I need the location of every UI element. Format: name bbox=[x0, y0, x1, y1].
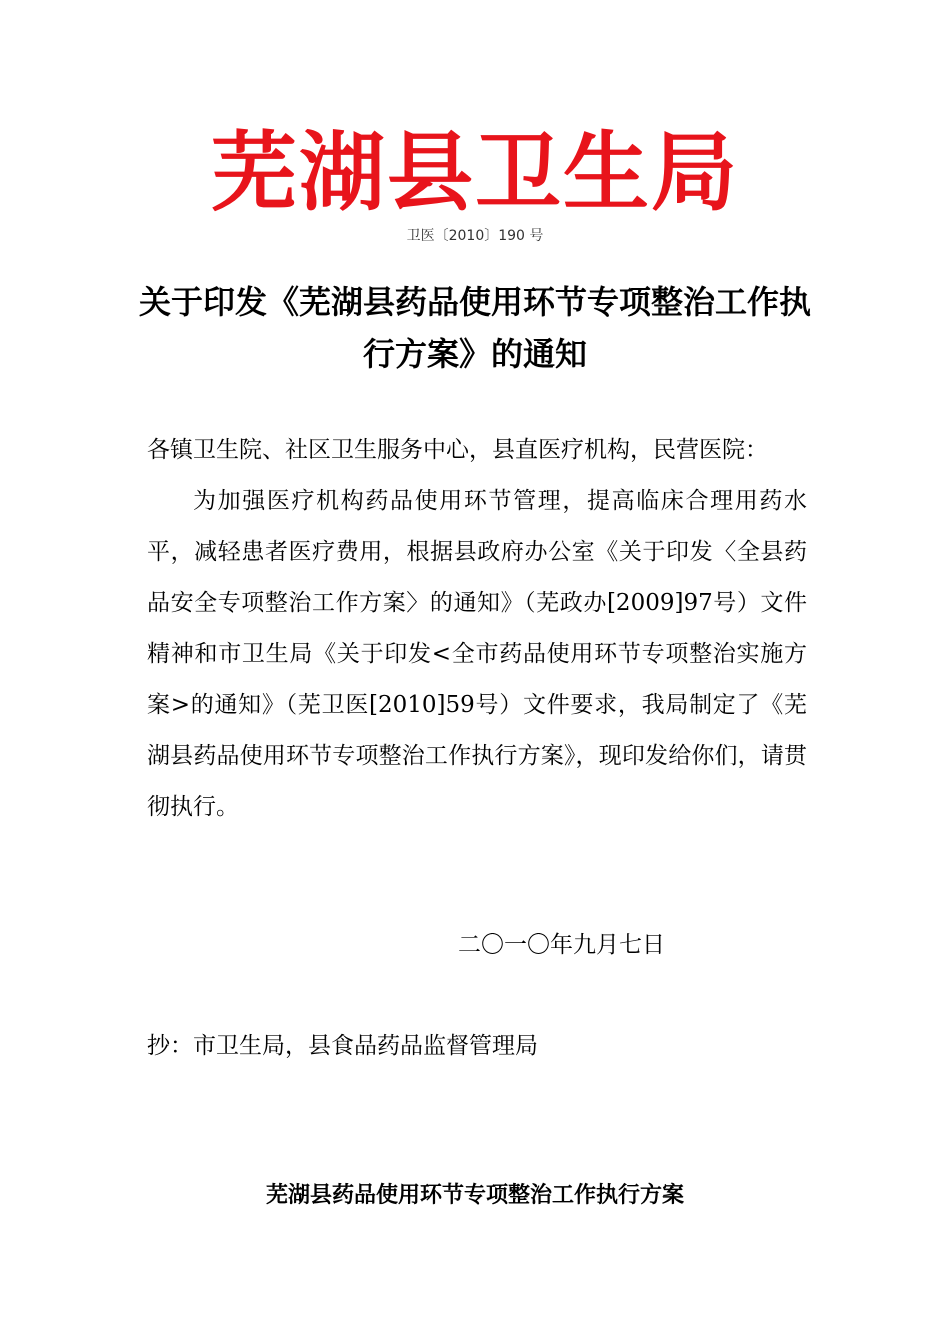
salutation: 各镇卫生院、社区卫生服务中心，县直医疗机构，民营医院： bbox=[147, 437, 768, 463]
issuer-red-header: 芜湖县卫生局 bbox=[211, 122, 739, 223]
body-paragraph: 为加强医疗机构药品使用环节管理，提高临床合理用药水平，减轻患者医疗费用，根据县政府办公室《关于印发〈全县药品安全专项整治工作方案〉的通知》（芜政办[2009]97号）文件精神和市卫生局《关于印发<全市药品使用环节专项整治实施方案>的通知》（芜卫医[2010]59号）文件要求，我局制定了《芜湖县药品使用环节专项整治工作执行方案》，现印发给你们，请贯彻执行。 bbox=[147, 488, 807, 820]
notice-title: 关于印发《芜湖县药品使用环节专项整治工作执行方案》的通知 bbox=[138, 283, 811, 373]
document-number: 卫医〔2010〕190 号 bbox=[406, 228, 544, 244]
attachment-title: 芜湖县药品使用环节专项整治工作执行方案 bbox=[265, 1183, 684, 1208]
issue-date: 二〇一〇年九月七日 bbox=[458, 932, 665, 958]
copy-to: 抄：市卫生局，县食品药品监督管理局 bbox=[147, 1033, 538, 1059]
